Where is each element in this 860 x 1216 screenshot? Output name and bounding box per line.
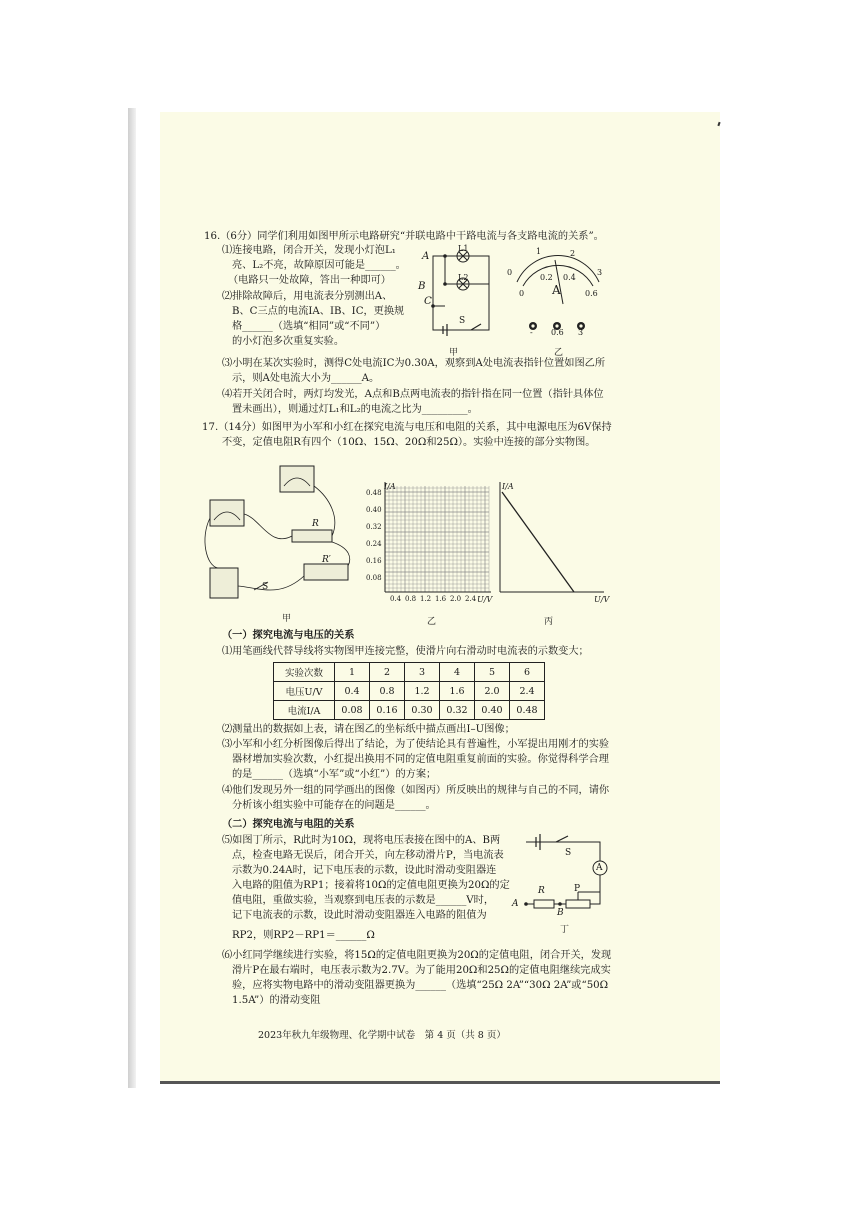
graph-yi-x-tick-2: 1.2	[420, 595, 432, 603]
q17-fig-bing-caption: 丙	[544, 617, 554, 627]
ding-node-b: B	[557, 908, 564, 918]
q17-p3-line3: 的是______（选填“小军”或“小红”）的方案；	[232, 769, 437, 780]
table-header-cell: 4	[440, 663, 475, 682]
graph-yi-y-tick-0: 0.48	[366, 489, 382, 497]
graph-yi-x-tick-1: 0.8	[405, 595, 417, 603]
graph-yi-y-tick-1: 0.40	[366, 506, 382, 514]
graph-yi-x-tick-5: 2.4	[465, 595, 477, 603]
table-cell: 0.4	[335, 682, 370, 701]
meter-top-tick-2: 2	[570, 249, 576, 258]
q16-part3-line2: 示，则A处电流大小为______A。	[232, 373, 380, 384]
q17-p5-line4: 入电路的阻值为RP1；接着将10Ω的定值电阻更换为20Ω的定	[232, 880, 510, 891]
q17-p5-line1: ⑸如图丁所示，R此时为10Ω，现将电压表接在图中的A、B两	[222, 835, 501, 846]
q16-lamp1-label: L1	[458, 244, 469, 253]
meter-bottom-tick-2: 0.4	[563, 273, 576, 282]
q17-apparatus-illustration	[200, 458, 360, 608]
table-header-row	[274, 663, 545, 682]
q17-p2: ⑵测量出的数据如上表，请在图乙的坐标纸中描点画出I–U图像；	[222, 724, 515, 735]
q17-p5-line3: 示数为0.24A时，记下电压表的示数，设此时滑动变阻器连	[232, 865, 497, 876]
table-cell: 0.16	[370, 701, 405, 720]
meter-top-tick-0: 0	[507, 268, 513, 277]
q17-p5-line7: RP2，则RP2－RP1＝______Ω	[232, 930, 375, 941]
q17-p1: ⑴用笔画线代替导线将实物图甲连接完整，使滑片向右滑动时电流表的示数变大；	[222, 646, 589, 657]
ding-ammeter-label: A	[596, 863, 603, 873]
graph-yi-y-tick-4: 0.16	[366, 557, 382, 565]
q16-fig-yi-caption: 乙	[554, 348, 564, 358]
q17-p6-line3: 验，应将实物电路中的滑动变阻器更换为______（选填“25Ω 2A”“30Ω 2A”或“50Ω	[232, 980, 609, 991]
q16-node-c: C	[424, 296, 432, 307]
scan-speck	[717, 122, 720, 126]
table-header-cell: 实验次数	[274, 663, 335, 682]
meter-top-tick-3: 3	[597, 268, 603, 277]
q17-fig-yi-caption: 乙	[427, 617, 437, 627]
table-row	[274, 682, 545, 701]
q17-p6-line4: 1.5A”）的滑动变阻	[232, 995, 321, 1006]
q17-p5-line6: 记下电流表的示数，设此时滑动变阻器连入电路的阻值为	[232, 910, 487, 921]
scan-edge-shadow	[128, 108, 136, 1088]
q17-fig-ding-caption: 丁	[560, 925, 570, 935]
q16-part1-line2: 亮、L₂不亮，故障原因可能是______。	[232, 260, 406, 271]
table-cell: 0.30	[405, 701, 440, 720]
q16-part2-line3: 格______（选填“相同”或“不同”）	[232, 321, 386, 332]
graph-yi-x-label: U/V	[477, 595, 493, 604]
ding-switch-label: S	[565, 848, 572, 858]
q16-node-b: B	[418, 281, 426, 292]
graph-yi-x-tick-4: 2.0	[450, 595, 462, 603]
page-footer: 2023年秋九年级物理、化学期中试卷 第 4 页（共 8 页）	[258, 1030, 506, 1041]
table-cell: 0.32	[440, 701, 475, 720]
q17-fig-jia-caption: 甲	[282, 614, 292, 624]
table-header-cell: 6	[510, 663, 545, 682]
graph-yi-y-tick-3: 0.24	[366, 540, 382, 548]
table-header-cell: 3	[405, 663, 440, 682]
q17-p5-line2: 点，检查电路无误后，闭合开关，向左移动滑片P，当电流表	[232, 850, 504, 861]
photo-label-r: R	[312, 519, 319, 529]
q17-p4-line1: ⑷他们发现另外一组的同学画出的图像（如图丙）所反映出的规律与自己的不同，请你	[222, 785, 610, 796]
table-header-cell: 2	[370, 663, 405, 682]
q16-part2-line1: ⑵排除故障后，用电流表分别测出A、	[222, 291, 393, 302]
q17-p6-line2: 滑片P在最右端时，电压表示数为2.7V。为了能用20Ω和25Ω的定值电阻继续完成实	[232, 965, 611, 976]
q16-fig-jia-caption: 甲	[449, 348, 459, 358]
meter-bottom-tick-3: 0.6	[585, 289, 598, 298]
data-table	[273, 662, 545, 720]
graph-bing-x-label: U/V	[594, 595, 610, 604]
meter-bottom-tick-0: 0	[519, 289, 525, 298]
ding-slider-label: P	[574, 884, 581, 894]
ding-resistor-label: R	[538, 886, 545, 896]
table-cell: 0.08	[335, 701, 370, 720]
q16-node-a: A	[422, 251, 430, 262]
table-cell: 0.8	[370, 682, 405, 701]
q16-stem: 16.（6分）同学们利用如图甲所示电路研究“并联电路中干路电流与各支路电流的关系”。	[204, 231, 604, 242]
table-cell: 2.4	[510, 682, 545, 701]
q17-p4-line2: 分析该小组实验中可能存在的问题是______。	[232, 800, 436, 811]
ding-node-a: A	[512, 899, 519, 909]
q16-part1-line3: （电路只一处故障，答出一种即可）	[228, 275, 391, 286]
q17-p3-line2: 器材增加实验次数，小红提出换用不同的定值电阻重复前面的实验。你觉得科学合理	[232, 754, 609, 765]
table-header-cell: 1	[335, 663, 370, 682]
q16-part1-line1: ⑴连接电路，闭合开关，发现小灯泡L₁	[222, 245, 396, 256]
table-cell: 电流I/A	[274, 701, 335, 720]
graph-yi-y-label: I/A	[384, 482, 396, 491]
graph-yi-grid	[365, 478, 495, 608]
q17-p5-line5: 值电阻，重做实验，当观察到电压表的示数是______V时，	[232, 895, 495, 906]
q17-part1-title: （一）探究电流与电压的关系	[222, 629, 355, 641]
table-cell: 0.48	[510, 701, 545, 720]
q16-lamp2-label: L2	[458, 273, 469, 282]
terminal-3: 3	[578, 328, 584, 337]
q16-part3-line1: ⑶小明在某次实验时，测得C处电流IC为0.30A，观察到A处电流表指针位置如图乙所	[222, 358, 606, 369]
table-cell: 电压U/V	[274, 682, 335, 701]
terminal-minus: -	[530, 328, 533, 337]
q17-p6-line1: ⑹小红同学继续进行实验，将15Ω的定值电阻更换为20Ω的定值电阻，闭合开关，发现	[222, 950, 612, 961]
graph-bing	[492, 478, 612, 608]
graph-yi-y-tick-2: 0.32	[366, 523, 382, 531]
photo-label-rp: R′	[322, 555, 331, 565]
graph-yi-x-tick-0: 0.4	[390, 595, 402, 603]
meter-top-tick-1: 1	[536, 247, 542, 256]
q17-p3-line1: ⑶小军和小红分析图像后得出了结论，为了使结论具有普遍性，小军提出用刚才的实验	[222, 739, 610, 750]
q17-part2-title: （二）探究电流与电阻的关系	[222, 818, 355, 830]
table-header-cell: 5	[475, 663, 510, 682]
bottom-rule	[160, 1081, 720, 1084]
meter-unit: A	[552, 283, 561, 297]
table-cell: 1.6	[440, 682, 475, 701]
graph-yi-y-tick-5: 0.08	[366, 574, 382, 582]
q16-part4-line2: 置未画出），则通过灯L₁和L₂的电流之比为_________。	[232, 404, 478, 415]
meter-bottom-tick-1: 0.2	[540, 273, 553, 282]
q16-part4-line1: ⑷若开关闭合时，两灯均发光，A点和B点两电流表的指针指在同一位置（指针具体位	[222, 389, 604, 400]
table-cell: 0.40	[475, 701, 510, 720]
q16-part2-line2: B、C三点的电流IA、IB、IC，更换规	[232, 306, 405, 317]
q17-stem-line1: 17.（14分）如图甲为小军和小红在探究电流与电压和电阻的关系，其中电源电压为6V保持	[202, 422, 612, 433]
graph-yi-x-tick-3: 1.6	[435, 595, 447, 603]
q16-switch-label: S	[459, 316, 466, 326]
q17-stem-line2: 不变，定值电阻R有四个（10Ω、15Ω、20Ω和25Ω）。实验中连接的部分实物图。	[222, 437, 596, 448]
terminal-0-6: 0.6	[551, 328, 564, 337]
table-cell: 2.0	[475, 682, 510, 701]
table-cell: 1.2	[405, 682, 440, 701]
q16-part2-line4: 的小灯泡多次重复实验。	[232, 336, 345, 347]
photo-label-s: S	[262, 582, 269, 592]
table-row	[274, 701, 545, 720]
graph-bing-y-label: I/A	[502, 482, 514, 491]
